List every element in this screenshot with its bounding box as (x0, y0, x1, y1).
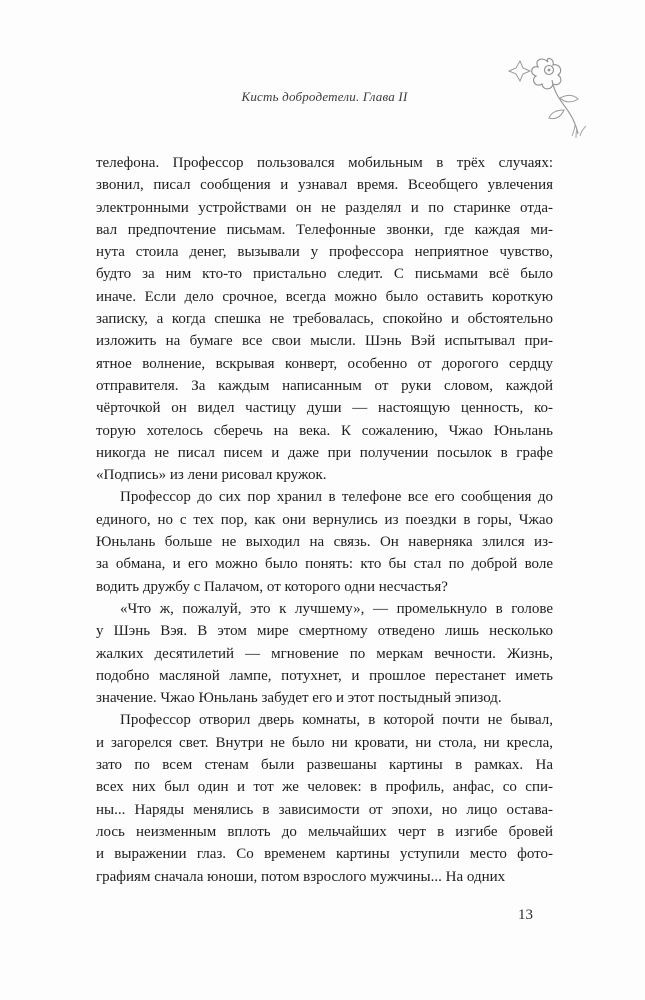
text-line: значение. Чжао Юньлань забудет его и этот постыдный эпизод. (96, 690, 502, 707)
text-line: «Что ж, пожалуй, это к лучшему», — промелькнуло в голове (120, 600, 553, 617)
text-line: ны... Наряды менялись в зависимости от эпохи, но лицо остава- (96, 801, 553, 818)
text-line: иначе. Если дело срочное, всегда можно было оставить короткую (96, 288, 553, 305)
flower-doodle-illustration (502, 48, 602, 148)
text-line: у Шэнь Вэя. В этом мире смертному отведено лишь несколько (96, 623, 553, 640)
text-line: всех них был один и тот же человек: в профиль, анфас, со спи- (96, 779, 553, 796)
paragraph (96, 486, 553, 597)
text-line: лось неизменным вплоть до мельчайших черт в изгибе бровей (96, 823, 553, 840)
text-line: нута стоила денег, вызывали у профессора неприятное чувство, (96, 244, 553, 261)
text-line: вал предпочтение письмам. Телефонные звонки, где каждая ми- (96, 221, 553, 238)
text-line: ятное волнение, вскрывая конверт, особенно от дорогого сердцу (96, 355, 553, 372)
text-line: торую хотелось сберечь на века. К сожалению, Чжао Юньлань (96, 422, 553, 439)
text-line: телефона. Профессор пользовался мобильным в трёх случаях: (96, 155, 553, 171)
text-line: Юньлань больше не выходил на связь. Он наверняка злился из- (96, 534, 553, 551)
page-number: 13 (518, 907, 533, 923)
text-line: Профессор до сих пор хранил в телефоне все его сообщения до (120, 489, 553, 506)
text-line: и выражении глаз. Со временем картины уступили место фото- (96, 846, 553, 863)
text-line: изложить на бумаге все свои мысли. Шэнь Вэй испытывал при- (96, 333, 553, 350)
text-line: подобно масляной лампе, потухнет, и прошлое перестанет иметь (96, 667, 553, 684)
text-line: и загорелся свет. Внутри не было ни кровати, ни стола, ни кресла, (96, 734, 553, 751)
page-text (96, 152, 553, 888)
text-line: чёрточкой он видел частицу души — настоящую ценность, ко- (96, 400, 553, 417)
text-line: записку, а когда спешка не требовалась, спокойно и обстоятельно (96, 311, 553, 328)
text-line: «Подпись» из лени рисовал кружок. (96, 467, 327, 484)
paragraph (96, 598, 553, 709)
text-line: водить дружбу с Палачом, от которого одни несчастья? (96, 578, 448, 595)
paragraph (96, 152, 553, 486)
text-line: будто за ним кто-то пристально следит. С письмами всё было (96, 266, 553, 283)
text-line: зато по всем стенам были развешаны картины в рамках. На (96, 757, 553, 774)
text-line: жалких десятилетий — мгновение по меркам вечности. Жизнь, (96, 645, 553, 662)
paragraph (96, 709, 553, 887)
text-line: отправителя. За каждым написанным от руки словом, каждой (96, 377, 553, 394)
chapter-header: Кисть добродетели. Глава II (241, 89, 408, 104)
text-line: графиям сначала юноши, потом взрослого мужчины... На одних (96, 868, 506, 885)
text-line: Профессор отворил дверь комнаты, в которой почти не бывал, (120, 712, 553, 729)
text-line: звонил, писал сообщения и узнавал время. Всеобщего увлечения (96, 177, 553, 194)
text-line: за обмана, и его можно было понять: кто бы стал по доброй воле (96, 556, 553, 573)
text-line: единого, но с тех пор, как они вернулись из поездки в горы, Чжао (96, 511, 553, 528)
text-line: никогда не писал писем и даже при получении посылок в графе (96, 444, 553, 461)
text-line: электронными устройствами он не разделял и по старинке отда- (96, 199, 553, 216)
